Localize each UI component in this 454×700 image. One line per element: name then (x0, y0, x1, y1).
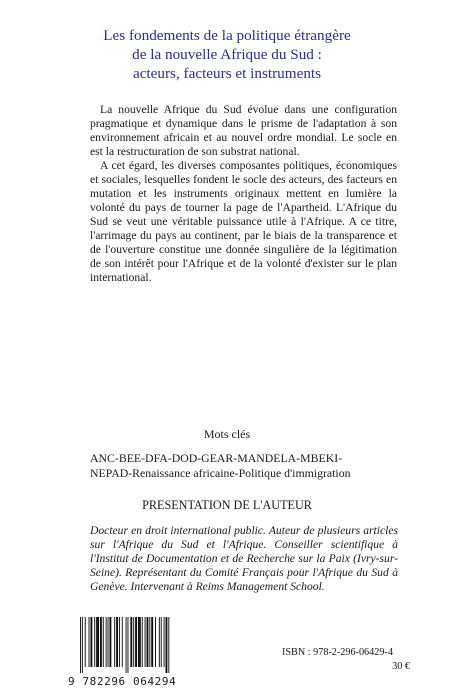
barcode-bar (96, 617, 99, 667)
barcode-bar (94, 617, 95, 667)
summary-paragraph-2: A cet égard, les diverses composantes politiques, économiques et sociales, lesquelles fondent le socle des acteurs, des facteurs en mutation et les instruments originaux mettent en lumière la volonté du pays de tourner la page de l'Apartheid. L'Afrique du Sud se veut une véritable puissance utile à l'Afrique. A ce titre, l'arrimage du pays au continent, par le biais de la transparence et de l'ouverture constitue une donnée singulière de la légitimation de son intérêt pour l'Afrique et de la volonté d'exister sur le plan international. (90, 159, 397, 284)
price: 30 € (392, 661, 410, 672)
barcode-bar (149, 617, 150, 667)
barcode-bar (116, 617, 118, 667)
keywords-line-2: NEPAD-Renaissance africaine-Politique d'immigration (90, 465, 351, 480)
barcode-bar (151, 617, 153, 667)
summary-text (90, 103, 397, 285)
keywords-list (90, 451, 410, 480)
barcode-bar (135, 617, 137, 667)
barcode-number: 9 782296 064294 (68, 675, 177, 688)
barcode (78, 617, 206, 673)
title-line-3: acteurs, facteurs et instruments (132, 65, 322, 82)
barcode-bar (126, 617, 127, 673)
isbn: ISBN : 978-2-296-06429-4 (282, 647, 393, 658)
barcode-bar (166, 617, 168, 673)
book-title (40, 26, 414, 83)
title-line-1: Les fondements de la politique étrangère (103, 27, 351, 44)
barcode-bar (108, 617, 109, 667)
barcode-bar (161, 617, 162, 667)
summary-paragraph-1: La nouvelle Afrique du Sud évolue dans une configuration pragmatique et dynamique dans le prisme de l'adaptation à son environnement africain et au nouvel ordre mondial. Le socle en est la restructuration de son substrat national. (90, 103, 397, 158)
barcode-bar (159, 617, 160, 667)
barcode-bar (168, 617, 169, 673)
barcode-bar (119, 617, 120, 667)
barcode-bar (103, 617, 104, 667)
barcode-bar (80, 617, 81, 673)
barcode-bar (100, 617, 102, 667)
title-line-2: de la nouvelle Afrique du Sud : (132, 46, 322, 63)
barcode-bar (138, 617, 141, 667)
barcode-bar (164, 617, 165, 667)
barcode-bar (114, 617, 115, 667)
author-bio: Docteur en droit international public. Auteur de plusieurs articles sur l'Afrique du Sud et l'Afrique. Conseiller scientifique à l'Institut de Documentation et de Recherche sur la Paix (Ivry-sur-Seine). Représentant du Comité Français pour l'Afrique du Sud à Genève. Intervenant à Reims Management School. (90, 524, 398, 593)
barcode-bar (145, 617, 146, 667)
barcode-bar (147, 617, 149, 667)
author-heading: PRESENTATION DE L'AUTEUR (142, 498, 312, 512)
barcode-bar (109, 617, 111, 667)
barcode-bar (133, 617, 134, 667)
barcode-bar (90, 617, 92, 667)
barcode-bar (106, 617, 107, 667)
barcode-bar (82, 617, 83, 673)
barcode-bar (128, 617, 129, 673)
barcode-bar (122, 617, 123, 667)
keywords-line-1: ANC-BEE-DFA-DOD-GEAR-MANDELA-MBEKI- (90, 451, 343, 465)
barcode-bar (155, 617, 156, 667)
barcode-bar (85, 617, 86, 667)
barcode-bar (130, 617, 132, 667)
keywords-heading: Mots clés (203, 427, 251, 441)
barcode-bar (89, 617, 90, 667)
barcode-bar (142, 617, 143, 667)
